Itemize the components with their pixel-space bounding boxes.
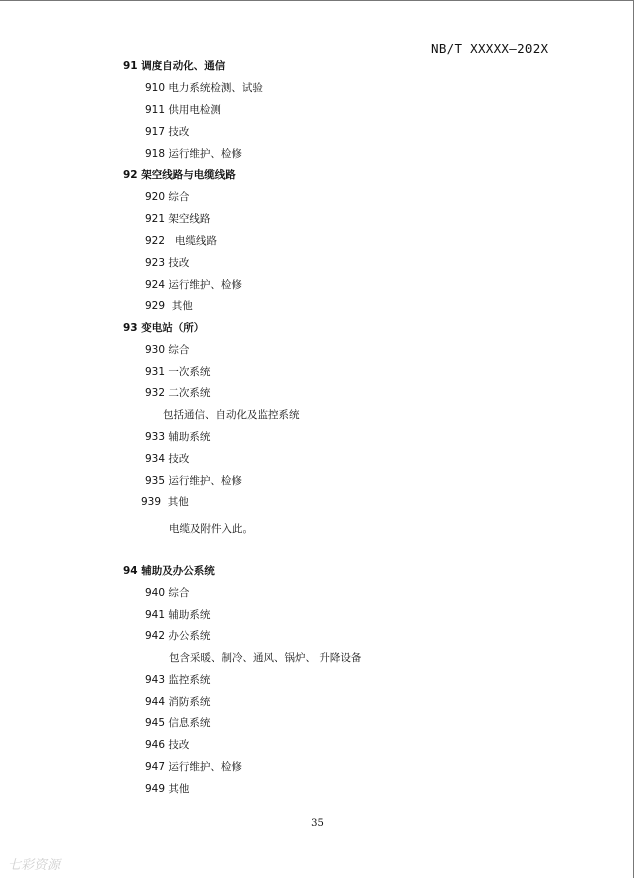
- page-border-top: [0, 0, 633, 1]
- list-item: 910 电力系统检测、试验: [145, 82, 263, 94]
- list-item: 945 信息系统: [145, 717, 211, 729]
- list-item: 941 辅助系统: [145, 609, 211, 621]
- list-item: 933 辅助系统: [145, 431, 211, 443]
- list-item: 911 供用电检测: [145, 104, 221, 116]
- page-number: 35: [311, 818, 324, 829]
- item-note: 电缆及附件入此。: [169, 523, 253, 535]
- list-item: 918 运行维护、检修: [145, 148, 242, 160]
- list-item: 922 电缆线路: [145, 235, 218, 247]
- list-item: 923 技改: [145, 257, 190, 269]
- list-item: 944 消防系统: [145, 696, 211, 708]
- list-item: 932 二次系统: [145, 387, 211, 399]
- list-item: 930 综合: [145, 344, 190, 356]
- list-item: 946 技改: [145, 739, 190, 751]
- list-item: 920 综合: [145, 191, 190, 203]
- page-border-right: [633, 0, 634, 878]
- list-item: 931 一次系统: [145, 366, 211, 378]
- list-item: 929 其他: [145, 300, 193, 312]
- item-note: 包含采暖、制冷、通风、锅炉、 升降设备: [169, 652, 362, 664]
- list-item: 917 技改: [145, 126, 190, 138]
- list-item: 924 运行维护、检修: [145, 279, 242, 291]
- standard-code: NB/T XXXXX—202X: [431, 41, 549, 56]
- list-item: 949 其他: [145, 783, 190, 795]
- item-note: 包括通信、自动化及监控系统: [163, 409, 300, 421]
- list-item: 939 其他: [141, 496, 189, 508]
- list-item: 934 技改: [145, 453, 190, 465]
- list-item: 940 综合: [145, 587, 190, 599]
- list-item: 947 运行维护、检修: [145, 761, 242, 773]
- section-title-91: 91 调度自动化、通信: [123, 60, 226, 72]
- list-item: 942 办公系统: [145, 630, 211, 642]
- list-item: 921 架空线路: [145, 213, 211, 225]
- section-title-93: 93 变电站（所）: [123, 322, 205, 334]
- section-title-94: 94 辅助及办公系统: [123, 565, 215, 577]
- list-item: 935 运行维护、检修: [145, 475, 242, 487]
- list-item: 943 监控系统: [145, 674, 211, 686]
- watermark-logo: 七彩资源: [8, 858, 61, 873]
- section-title-92: 92 架空线路与电缆线路: [123, 169, 236, 181]
